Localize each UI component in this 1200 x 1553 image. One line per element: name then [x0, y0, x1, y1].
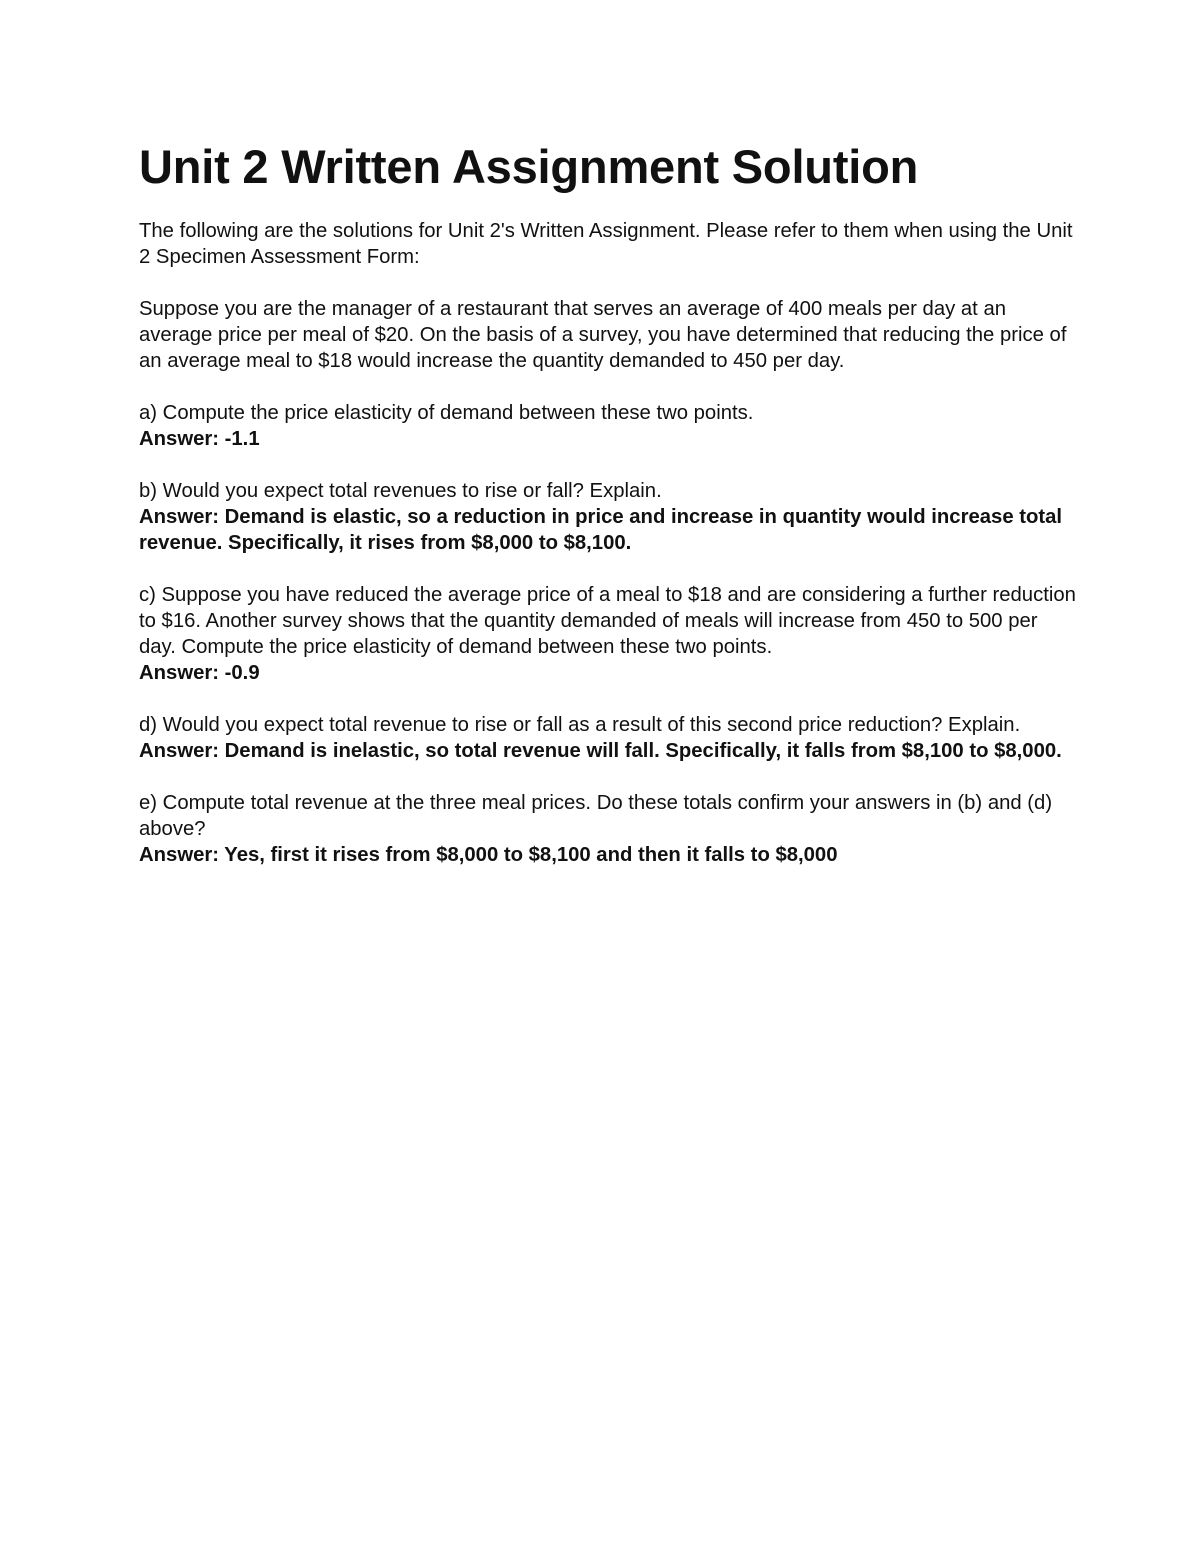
scenario-text: Suppose you are the manager of a restaurant that serves an average of 400 meals per day at an average price per meal of $20. On the basis of a survey, you have determined that reducing the price of an average meal to $18 would increase the quantity demanded to 450 per day.: [139, 298, 1067, 372]
question-a: [139, 400, 1079, 452]
question-e-text: e) Compute total revenue at the three meal prices. Do these totals confirm your answers in (b) and (d) above?: [139, 792, 1053, 840]
intro-paragraph: [139, 218, 1079, 270]
question-b-text: b) Would you expect total revenues to rise or fall? Explain.: [139, 480, 662, 502]
question-e: [139, 790, 1079, 868]
question-c: [139, 582, 1079, 686]
question-a-text: a) Compute the price elasticity of demand between these two points.: [139, 402, 754, 424]
document-title: Unit 2 Written Assignment Solution: [139, 140, 919, 193]
document-page: [139, 136, 1079, 894]
answer-b-text: Answer: Demand is elastic, so a reduction in price and increase in quantity would increase total revenue. Specifically, it rises from $8,000 to $8,100.: [139, 506, 1063, 554]
question-b: [139, 478, 1079, 556]
question-d-text: d) Would you expect total revenue to rise or fall as a result of this second price reduction? Explain.: [139, 714, 1021, 736]
intro-text: The following are the solutions for Unit 2's Written Assignment. Please refer to them when using the Unit 2 Specimen Assessment Form:: [139, 220, 1073, 268]
answer-c-text: Answer: -0.9: [139, 662, 260, 684]
answer-a-text: Answer: -1.1: [139, 428, 260, 450]
question-d: [139, 712, 1079, 764]
answer-e-text: Answer: Yes, first it rises from $8,000 to $8,100 and then it falls to $8,000: [139, 844, 838, 866]
question-c-text: c) Suppose you have reduced the average price of a meal to $18 and are considering a further reduction to $16. Another survey shows that the quantity demanded of meals will increase from 450 to 500 per day. Compute the price elasticity of demand between these two points.: [139, 584, 1076, 658]
scenario-paragraph: [139, 296, 1079, 374]
answer-d-text: Answer: Demand is inelastic, so total revenue will fall. Specifically, it falls from $8,100 to $8,000.: [139, 740, 1062, 762]
